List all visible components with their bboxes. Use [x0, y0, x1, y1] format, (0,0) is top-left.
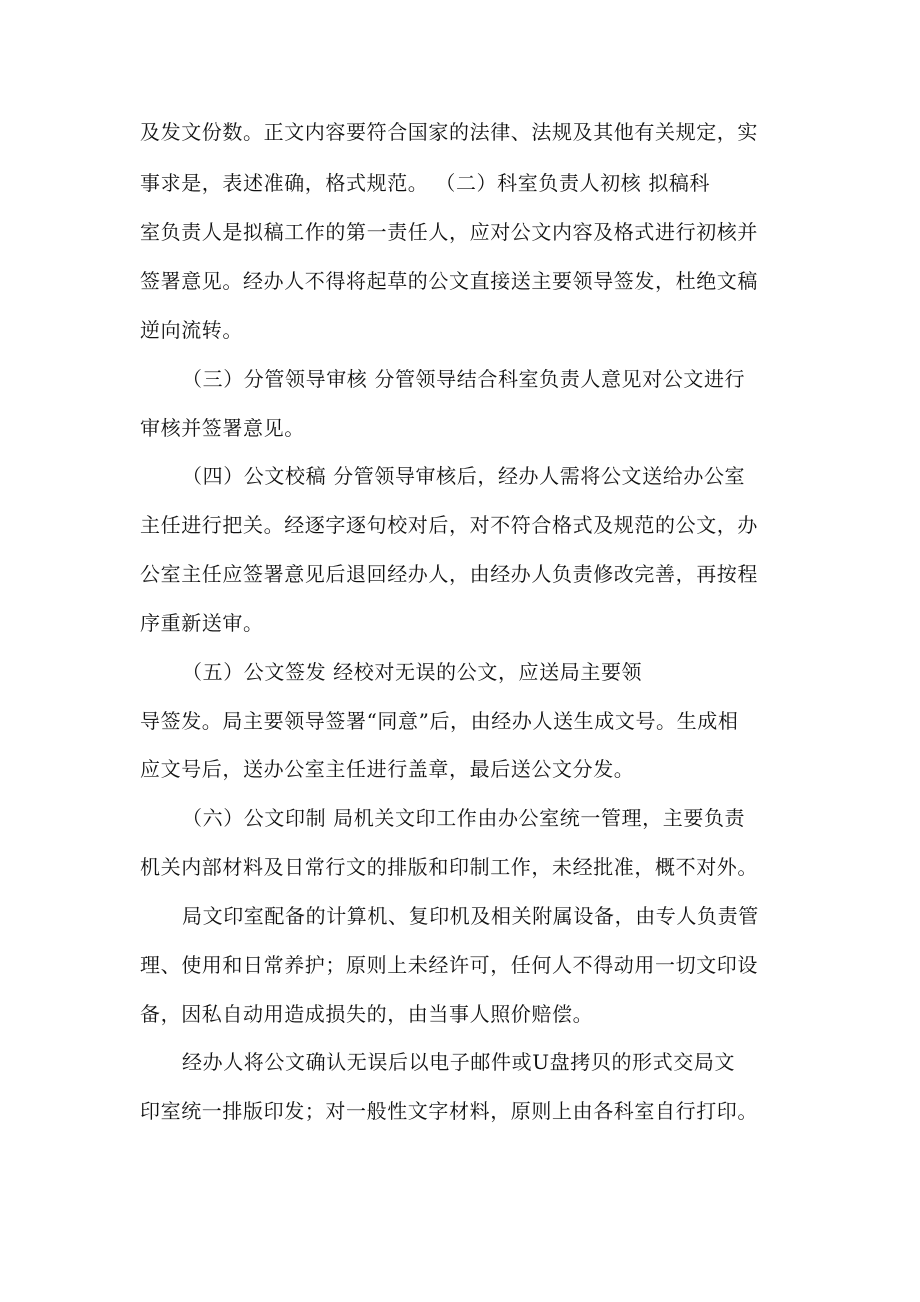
text-line: 事求是，表述准确，格式规范。 （二）科室负责人初核 拟稿科 — [140, 171, 711, 195]
text-line: 主任进行把关。经逐字逐句校对后，对不符合格式及规范的公文，办 — [140, 513, 758, 537]
text-line: 逆向流转。 — [140, 318, 243, 342]
text-line: 审核并签署意见。 — [140, 416, 305, 440]
text-line: 室负责人是拟稿工作的第一责任人，应对公文内容及格式进行初核并 — [140, 220, 758, 244]
text-line: 备，因私自动用造成损失的，由当事人照价赔偿。 — [140, 1002, 594, 1026]
section-6-heading-line: （六）公文印制 局机关文印工作由办公室统一管理，主要负责 — [182, 806, 746, 830]
section-3-heading-line: （三）分管领导审核 分管领导结合科室负责人意见对公文进行 — [182, 367, 746, 391]
text-line: 印室统一排版印发；对一般性文字材料，原则上由各科室自行打印。 — [140, 1099, 758, 1123]
text-line: 应文号后，送办公室主任进行盖章，最后送公文分发。 — [140, 757, 635, 781]
text-line: 理、使用和日常养护；原则上未经许可，任何人不得动用一切文印设 — [140, 953, 758, 977]
text-line: 签署意见。经办人不得将起草的公文直接送主要领导签发，杜绝文稿 — [140, 269, 758, 293]
text-line: 公室主任应签署意见后退回经办人，由经办人负责修改完善，再按程 — [140, 562, 758, 586]
text-line: 序重新送审。 — [140, 611, 264, 635]
text-line: 机关内部材料及日常行文的排版和印制工作，未经批准，概不对外。 — [140, 855, 758, 879]
section-4-heading-line: （四）公文校稿 分管领导审核后，经办人需将公文送给办公室 — [182, 464, 746, 488]
paragraph-line: 局文印室配备的计算机、复印机及相关附属设备，由专人负责管 — [182, 904, 759, 928]
section-5-heading-line: （五）公文签发 经校对无误的公文，应送局主要领 — [182, 660, 643, 684]
text-line: 导签发。局主要领导签署“同意”后，由经办人送生成文号。生成相 — [140, 709, 739, 733]
text-line: 及发文份数。正文内容要符合国家的法律、法规及其他有关规定，实 — [140, 120, 758, 144]
paragraph-line: 经办人将公文确认无误后以电子邮件或U盘拷贝的形式交局文 — [182, 1050, 736, 1074]
